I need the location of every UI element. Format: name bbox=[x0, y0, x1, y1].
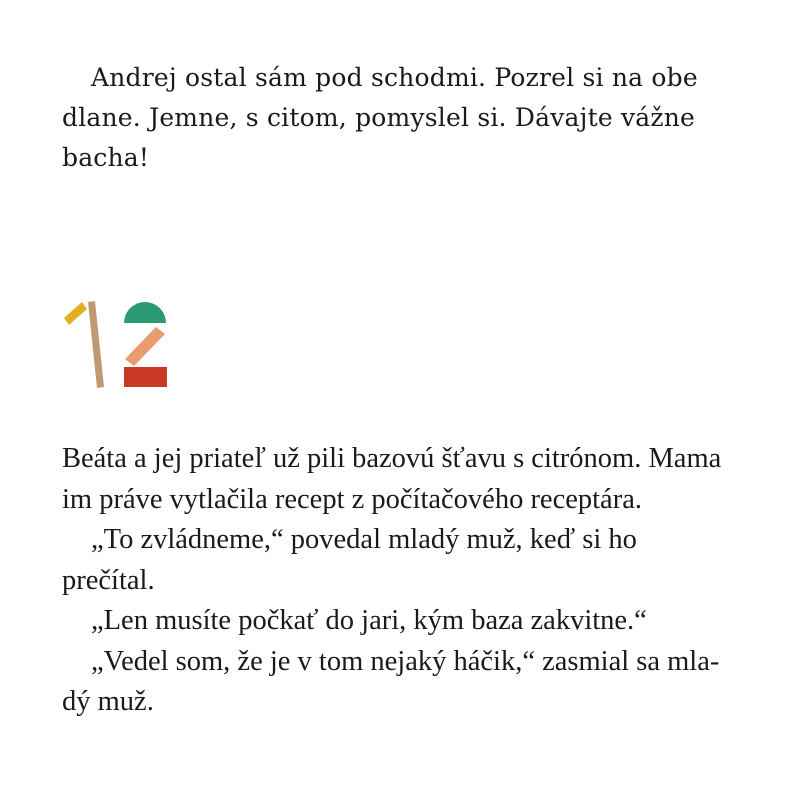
digit-two-base bbox=[124, 367, 167, 387]
dialogue-line: „Vedel som, že je v tom nejaký háčik,“ zasmial sa mla- bbox=[91, 645, 720, 677]
digit-one-stem bbox=[88, 301, 104, 388]
chapter-number-graphic bbox=[62, 296, 172, 392]
dialogue-line: dý muž. bbox=[62, 686, 154, 717]
top-paragraph bbox=[62, 58, 752, 178]
digit-two-top bbox=[124, 302, 166, 323]
chapter-number-12 bbox=[62, 296, 172, 392]
dialogue-line: „To zvládneme,“ povedal mladý muž, keď si ho bbox=[91, 524, 637, 555]
bottom-text bbox=[62, 439, 762, 723]
digit-one-flag bbox=[64, 302, 87, 325]
dialogue-line: prečítal. bbox=[62, 564, 155, 596]
text-line: im práve vytlačila recept z počítačového receptára. bbox=[62, 483, 642, 515]
dialogue-line: „Len musíte počkať do jari, kým baza zakvitne.“ bbox=[91, 605, 647, 636]
text-line: Beáta a jej priateľ už pili bazovú šťavu s citrónom. Mama bbox=[62, 443, 722, 474]
text-line: dlane. Jemne, s citom, pomyslel si. Dávajte vážne bbox=[62, 103, 696, 132]
digit-two-diagonal bbox=[125, 327, 165, 366]
text-line: bacha! bbox=[62, 143, 150, 172]
text-line: Andrej ostal sám pod schodmi. Pozrel si na obe bbox=[91, 63, 698, 92]
